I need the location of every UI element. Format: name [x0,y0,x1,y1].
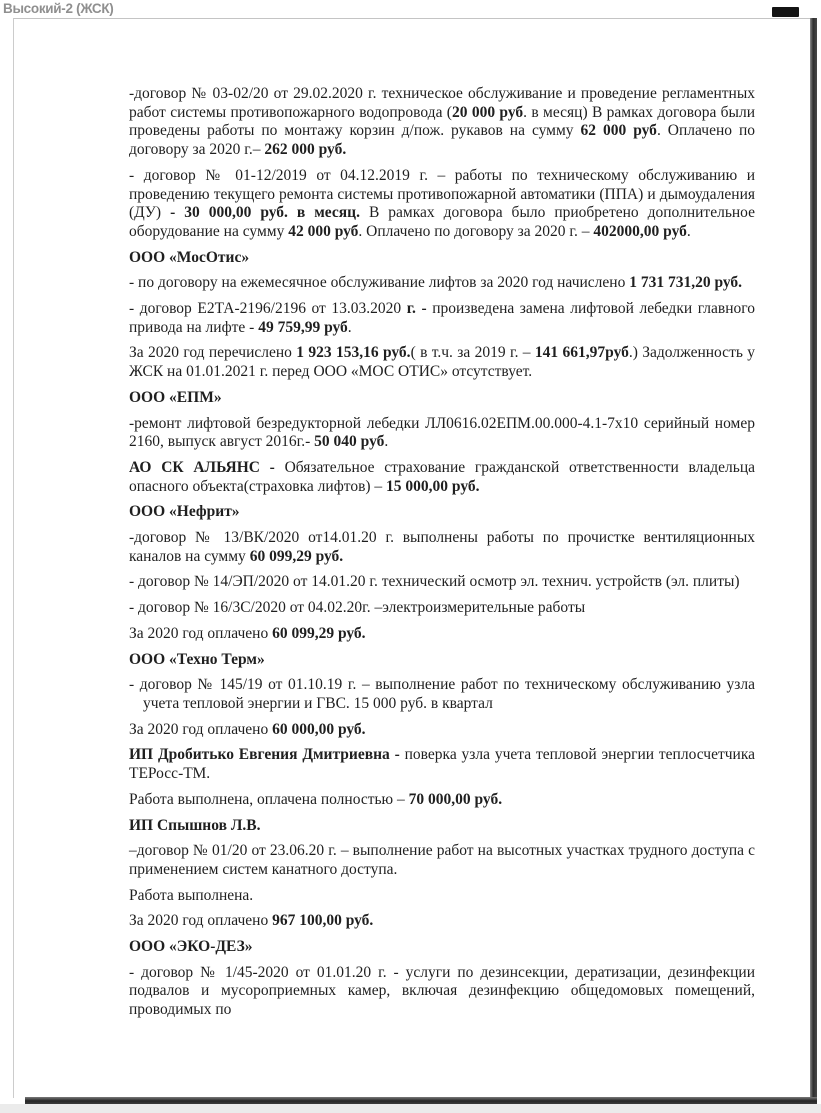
text-run: ООО «МосОтис» [129,248,250,266]
text-run: 20 000 руб [451,103,524,121]
text-run: поверка узла учета тепловой энергии теплосчетчика ТЕРосс-ТМ. [129,746,756,783]
text-run: 50 040 руб [314,433,385,451]
text-run: За 2020 год оплачено [129,912,273,930]
text-run: ИП Дробитько Евгения Дмитриевна - [129,746,405,764]
text-run: - 30 000,00 руб. в месяц. [170,204,360,222]
text-run: .) Задолженность у ЖСК на 01.01.2021 г. перед ООО «МОС ОТИС» отсутствует. [129,344,756,381]
text-run: 60 099,29 руб. [249,547,344,565]
scan-corner-mark [772,7,799,17]
document-content [129,85,755,1027]
text-run: ООО «Нефрит» [129,503,240,521]
org-heading [129,817,755,836]
text-run: . [686,222,691,240]
page-edge-shadow-bottom [25,1097,817,1104]
paragraph [129,912,755,931]
text-run: 141 661,97руб [534,344,629,362]
text-run: 1 731 731,20 руб. [629,274,743,292]
text-run: произведена замена лифтовой лебедки главного привода на лифте - [129,300,755,336]
text-run: . в месяц) В рамках договора были проведены работы по монтажу корзин д/пож. рукавов на сумму [129,103,756,140]
text-run: -договор № 03-02/20 от 29.02.2020 г. техническое обслуживание и проведение регламентных работ системы противопожарного водопровода ( [129,85,755,121]
text-run: - договор № 14/ЭП/2020 от 14.01.20 г. технический осмотр эл. технич. устройств (эл. плиты) [129,573,740,591]
scan-background-band [0,1104,821,1113]
text-run: - договор № 1/45-2020 от 01.01.20 г. - услуги по дезинсекции, дератизации, дезинфекции подвалов и мусороприемных камер, включая дезинфекцию общедомовых помещений, проводимых по [129,963,755,1019]
text-run: 60 099,29 руб. [272,624,366,642]
text-run: За 2020 год оплачено [129,624,273,642]
text-run: 42 000 руб [288,222,359,240]
text-run: . [384,433,389,451]
text-run: 967 100,00 руб. [272,912,374,930]
text-run: –договор № 01/20 от 23.06.20 г. – выполнение работ на высотных участках трудного доступа с применением систем канатного доступа. [129,842,755,878]
paragraph [129,842,755,879]
paragraph [129,625,755,644]
text-run: -договор № 13/ВК/2020 от14.01.20 г. выполнены работы по прочистке вентиляционных каналов на сумму [129,529,755,565]
text-run: г. - [406,300,433,318]
org-heading [129,503,755,522]
document-page [13,18,811,1098]
text-run: ООО «ЭКО-ДЕЗ» [129,938,253,956]
paragraph [129,791,755,810]
text-run: . Оплачено по договору за 2020 г. – [358,222,594,240]
paragraph [129,85,755,160]
text-run: . [347,318,352,336]
org-heading [129,249,755,268]
paragraph [129,344,755,381]
text-run: ООО «ЕПМ» [129,388,222,406]
text-run: В рамках договора было приобретено дополнительное оборудование на сумму [129,204,755,240]
text-run: ИП Спышнов Л.В. [129,816,261,834]
paragraph [129,573,755,592]
text-run: - по договору на ежемесячное обслуживание лифтов за 2020 год начислено [129,274,630,292]
paragraph [129,599,755,618]
text-run: -ремонт лифтовой безредукторной лебедки ЛЛ0616.02ЕПМ.00.000-4.1-7х10 серийный номер 2160, выпуск август 2016г.- [129,414,755,451]
text-run: За 2020 год оплачено [129,720,273,738]
text-run: ( в т.ч. за 2019 г. – [410,344,535,362]
paragraph [129,721,755,740]
org-heading [129,651,755,670]
text-run: - договор № 01-12/2019 от 04.12.2019 г. – работы по техническому обслуживанию и проведению текущего ремонта системы противопожарной автоматики (ППА) и дымоудаления (ДУ) [129,166,755,222]
text-run: Обязательное страхование гражданской ответственности владельца опасного объекта(страховка лифтов) – [129,458,755,495]
paragraph [129,529,755,566]
text-run: 262 000 руб. [264,141,347,159]
document-title-label: Высокий-2 (ЖСК) [3,1,119,18]
text-run: - договор № 16/3С/2020 от 04.02.20г. –электроизмерительные работы [129,599,586,617]
paragraph [129,415,755,452]
text-run: За 2020 год перечислено [129,344,297,362]
paragraph [129,746,755,783]
org-heading [129,389,755,408]
paragraph [129,167,755,242]
text-run: Работа выполнена, оплачена полностью – [129,790,409,808]
text-run: 70 000,00 руб. [408,790,503,808]
paragraph [129,459,755,496]
paragraph [129,300,755,337]
text-run: - договор № 145/19 от 01.10.19 г. – выполнение работ по техническому обслуживанию узла учета тепловой энергии и ГВС. 15 000 руб. в квартал [129,676,755,712]
text-run: 402000,00 руб [593,222,687,240]
text-run: - договор Е2ТА-2196/2196 от 13.03.2020 [129,300,407,318]
text-run: Работа выполнена. [129,886,254,904]
text-run: . Оплачено по договору за 2020 г.– [129,122,756,159]
text-run: 15 000,00 руб. [386,477,480,495]
paragraph [129,887,755,906]
text-run: ООО «Техно Терм» [129,650,265,668]
paragraph [129,676,755,713]
page-edge-shadow-right [810,18,817,1104]
text-run: 60 000,00 руб. [272,720,366,738]
paragraph [129,274,755,293]
paragraph [129,964,755,1020]
text-run: 62 000 руб [580,122,657,140]
text-run: 49 759,99 руб [258,318,348,336]
org-heading [129,938,755,957]
text-run: 1 923 153,16 руб. [296,344,411,362]
text-run: АО СК АЛЬЯНС - [129,458,285,476]
